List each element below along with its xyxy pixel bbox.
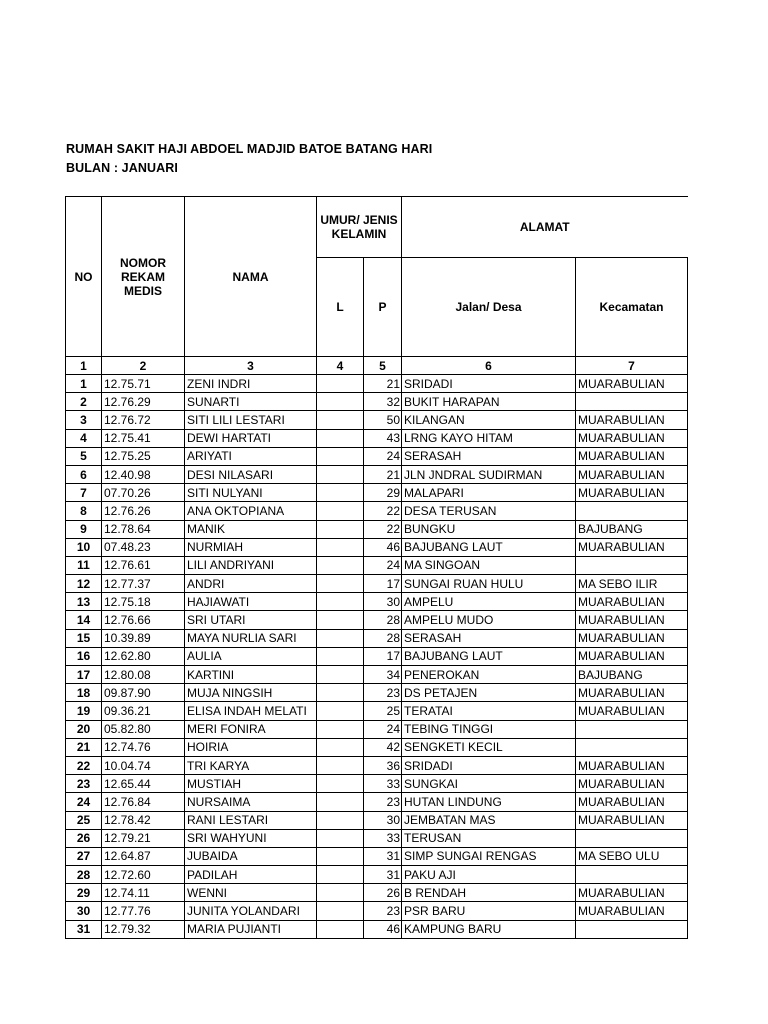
table-row bbox=[66, 866, 688, 884]
umur-l-cell bbox=[317, 684, 364, 702]
umur-l-cell bbox=[317, 429, 364, 447]
umur-l-cell bbox=[317, 775, 364, 793]
row-number: 19 bbox=[66, 702, 102, 720]
kecamatan-cell: MUARABULIAN bbox=[576, 884, 688, 902]
table-row bbox=[66, 884, 688, 902]
nama-cell: JUBAIDA bbox=[185, 847, 317, 865]
table-row bbox=[66, 647, 688, 665]
table-row bbox=[66, 756, 688, 774]
column-number: 4 bbox=[317, 357, 364, 375]
row-number: 2 bbox=[66, 393, 102, 411]
umur-l-cell bbox=[317, 393, 364, 411]
jalan-desa-cell: AMPELU bbox=[402, 593, 576, 611]
row-number: 24 bbox=[66, 793, 102, 811]
kecamatan-cell: MUARABULIAN bbox=[576, 756, 688, 774]
nama-cell: PADILAH bbox=[185, 866, 317, 884]
rekam-medis-cell: 12.79.21 bbox=[102, 829, 185, 847]
jalan-desa-cell: B RENDAH bbox=[402, 884, 576, 902]
rekam-medis-cell: 12.65.44 bbox=[102, 775, 185, 793]
nama-cell: WENNI bbox=[185, 884, 317, 902]
jalan-desa-cell: LRNG KAYO HITAM bbox=[402, 429, 576, 447]
jalan-desa-cell: KILANGAN bbox=[402, 411, 576, 429]
row-number: 4 bbox=[66, 429, 102, 447]
kecamatan-cell: MUARABULIAN bbox=[576, 629, 688, 647]
row-number: 28 bbox=[66, 866, 102, 884]
column-number: 6 bbox=[402, 357, 576, 375]
kecamatan-cell: MUARABULIAN bbox=[576, 447, 688, 465]
umur-p-cell: 33 bbox=[364, 775, 402, 793]
table-row bbox=[66, 575, 688, 593]
column-number: 5 bbox=[364, 357, 402, 375]
jalan-desa-cell: DESA TERUSAN bbox=[402, 502, 576, 520]
kecamatan-cell: MUARABULIAN bbox=[576, 811, 688, 829]
row-number: 22 bbox=[66, 756, 102, 774]
jalan-desa-cell: PAKU AJI bbox=[402, 866, 576, 884]
table-row bbox=[66, 847, 688, 865]
row-number: 21 bbox=[66, 738, 102, 756]
jalan-desa-cell: JLN JNDRAL SUDIRMAN bbox=[402, 465, 576, 483]
table-row bbox=[66, 829, 688, 847]
header-p: P bbox=[364, 258, 402, 357]
kecamatan-cell: MUARABULIAN bbox=[576, 429, 688, 447]
kecamatan-cell: MUARABULIAN bbox=[576, 538, 688, 556]
nama-cell: HAJIAWATI bbox=[185, 593, 317, 611]
rekam-medis-cell: 12.80.08 bbox=[102, 666, 185, 684]
nama-cell: LILI ANDRIYANI bbox=[185, 556, 317, 574]
row-number: 3 bbox=[66, 411, 102, 429]
umur-l-cell bbox=[317, 629, 364, 647]
umur-l-cell bbox=[317, 793, 364, 811]
umur-p-cell: 24 bbox=[364, 720, 402, 738]
umur-p-cell: 21 bbox=[364, 465, 402, 483]
umur-p-cell: 28 bbox=[364, 629, 402, 647]
rekam-medis-cell: 12.76.61 bbox=[102, 556, 185, 574]
umur-p-cell: 33 bbox=[364, 829, 402, 847]
jalan-desa-cell: TERUSAN bbox=[402, 829, 576, 847]
umur-p-cell: 21 bbox=[364, 375, 402, 393]
header-no: NO bbox=[66, 197, 102, 357]
jalan-desa-cell: SIMP SUNGAI RENGAS bbox=[402, 847, 576, 865]
rekam-medis-cell: 10.39.89 bbox=[102, 629, 185, 647]
table-row bbox=[66, 593, 688, 611]
kecamatan-cell: MUARABULIAN bbox=[576, 611, 688, 629]
rekam-medis-cell: 09.36.21 bbox=[102, 702, 185, 720]
umur-l-cell bbox=[317, 811, 364, 829]
table-row bbox=[66, 793, 688, 811]
column-number: 3 bbox=[185, 357, 317, 375]
umur-p-cell: 23 bbox=[364, 793, 402, 811]
kecamatan-cell: MUARABULIAN bbox=[576, 593, 688, 611]
jalan-desa-cell: PSR BARU bbox=[402, 902, 576, 920]
table-row bbox=[66, 465, 688, 483]
column-number: 7 bbox=[576, 357, 688, 375]
rekam-medis-cell: 12.76.66 bbox=[102, 611, 185, 629]
header-rm-line1: NOMOR bbox=[120, 255, 166, 270]
row-number: 14 bbox=[66, 611, 102, 629]
umur-p-cell: 24 bbox=[364, 556, 402, 574]
umur-l-cell bbox=[317, 611, 364, 629]
umur-p-cell: 17 bbox=[364, 647, 402, 665]
header-nama: NAMA bbox=[185, 197, 317, 357]
nama-cell: MARIA PUJIANTI bbox=[185, 920, 317, 938]
table-row bbox=[66, 484, 688, 502]
umur-l-cell bbox=[317, 702, 364, 720]
umur-p-cell: 42 bbox=[364, 738, 402, 756]
umur-l-cell bbox=[317, 647, 364, 665]
nama-cell: SITI LILI LESTARI bbox=[185, 411, 317, 429]
table-row bbox=[66, 556, 688, 574]
table-row bbox=[66, 520, 688, 538]
jalan-desa-cell: TEBING TINGGI bbox=[402, 720, 576, 738]
nama-cell: MUJA NINGSIH bbox=[185, 684, 317, 702]
umur-p-cell: 30 bbox=[364, 811, 402, 829]
nama-cell: SRI WAHYUNI bbox=[185, 829, 317, 847]
row-number: 7 bbox=[66, 484, 102, 502]
jalan-desa-cell: BUNGKU bbox=[402, 520, 576, 538]
umur-l-cell bbox=[317, 465, 364, 483]
umur-l-cell bbox=[317, 829, 364, 847]
jalan-desa-cell: JEMBATAN MAS bbox=[402, 811, 576, 829]
kecamatan-cell bbox=[576, 556, 688, 574]
rekam-medis-cell: 12.77.37 bbox=[102, 575, 185, 593]
table-row bbox=[66, 666, 688, 684]
nama-cell: DESI NILASARI bbox=[185, 465, 317, 483]
row-number: 25 bbox=[66, 811, 102, 829]
header-rekam-medis bbox=[102, 197, 185, 357]
umur-l-cell bbox=[317, 484, 364, 502]
table-row bbox=[66, 920, 688, 938]
nama-cell: NURMIAH bbox=[185, 538, 317, 556]
umur-p-cell: 28 bbox=[364, 611, 402, 629]
nama-cell: MUSTIAH bbox=[185, 775, 317, 793]
jalan-desa-cell: KAMPUNG BARU bbox=[402, 920, 576, 938]
header-alamat: ALAMAT bbox=[402, 197, 688, 258]
jalan-desa-cell: BUKIT HARAPAN bbox=[402, 393, 576, 411]
table-row bbox=[66, 393, 688, 411]
rekam-medis-cell: 12.75.41 bbox=[102, 429, 185, 447]
umur-l-cell bbox=[317, 847, 364, 865]
rekam-medis-cell: 12.40.98 bbox=[102, 465, 185, 483]
umur-l-cell bbox=[317, 884, 364, 902]
umur-l-cell bbox=[317, 866, 364, 884]
rekam-medis-cell: 05.82.80 bbox=[102, 720, 185, 738]
umur-p-cell: 25 bbox=[364, 702, 402, 720]
jalan-desa-cell: SUNGKAI bbox=[402, 775, 576, 793]
rekam-medis-cell: 12.72.60 bbox=[102, 866, 185, 884]
rekam-medis-cell: 12.76.84 bbox=[102, 793, 185, 811]
umur-p-cell: 31 bbox=[364, 866, 402, 884]
kecamatan-cell: MUARABULIAN bbox=[576, 793, 688, 811]
umur-p-cell: 17 bbox=[364, 575, 402, 593]
kecamatan-cell bbox=[576, 738, 688, 756]
umur-p-cell: 29 bbox=[364, 484, 402, 502]
kecamatan-cell: MUARABULIAN bbox=[576, 411, 688, 429]
kecamatan-cell: BAJUBANG bbox=[576, 666, 688, 684]
jalan-desa-cell: DS PETAJEN bbox=[402, 684, 576, 702]
umur-l-cell bbox=[317, 756, 364, 774]
document-subtitle: BULAN : JANUARI bbox=[66, 161, 178, 175]
jalan-desa-cell: SRIDADI bbox=[402, 375, 576, 393]
document-title: RUMAH SAKIT HAJI ABDOEL MADJID BATOE BATANG HARI bbox=[66, 142, 433, 156]
kecamatan-cell bbox=[576, 866, 688, 884]
row-number: 9 bbox=[66, 520, 102, 538]
umur-p-cell: 46 bbox=[364, 538, 402, 556]
table-row bbox=[66, 375, 688, 393]
rekam-medis-cell: 07.70.26 bbox=[102, 484, 185, 502]
row-number: 20 bbox=[66, 720, 102, 738]
rekam-medis-cell: 12.76.29 bbox=[102, 393, 185, 411]
table-row bbox=[66, 429, 688, 447]
row-number: 10 bbox=[66, 538, 102, 556]
rekam-medis-cell: 09.87.90 bbox=[102, 684, 185, 702]
rekam-medis-cell: 12.64.87 bbox=[102, 847, 185, 865]
nama-cell: JUNITA YOLANDARI bbox=[185, 902, 317, 920]
rekam-medis-cell: 12.77.76 bbox=[102, 902, 185, 920]
umur-p-cell: 34 bbox=[364, 666, 402, 684]
table-row bbox=[66, 702, 688, 720]
kecamatan-cell: MUARABULIAN bbox=[576, 484, 688, 502]
umur-l-cell bbox=[317, 720, 364, 738]
jalan-desa-cell: SUNGAI RUAN HULU bbox=[402, 575, 576, 593]
table-row bbox=[66, 720, 688, 738]
header-umur bbox=[317, 197, 402, 258]
table-row bbox=[66, 738, 688, 756]
umur-p-cell: 32 bbox=[364, 393, 402, 411]
kecamatan-cell: MA SEBO ULU bbox=[576, 847, 688, 865]
kecamatan-cell: MUARABULIAN bbox=[576, 702, 688, 720]
nama-cell: MERI FONIRA bbox=[185, 720, 317, 738]
umur-p-cell: 26 bbox=[364, 884, 402, 902]
row-number: 26 bbox=[66, 829, 102, 847]
row-number: 31 bbox=[66, 920, 102, 938]
kecamatan-cell bbox=[576, 829, 688, 847]
row-number: 1 bbox=[66, 375, 102, 393]
table-row bbox=[66, 629, 688, 647]
nama-cell: HOIRIA bbox=[185, 738, 317, 756]
umur-l-cell bbox=[317, 447, 364, 465]
header-kecamatan: Kecamatan bbox=[576, 258, 688, 357]
nama-cell: ELISA INDAH MELATI bbox=[185, 702, 317, 720]
umur-l-cell bbox=[317, 502, 364, 520]
nama-cell: ZENI INDRI bbox=[185, 375, 317, 393]
row-number: 17 bbox=[66, 666, 102, 684]
column-number: 1 bbox=[66, 357, 102, 375]
kecamatan-cell bbox=[576, 502, 688, 520]
row-number: 12 bbox=[66, 575, 102, 593]
jalan-desa-cell: TERATAI bbox=[402, 702, 576, 720]
kecamatan-cell bbox=[576, 393, 688, 411]
header-jalan: Jalan/ Desa bbox=[402, 258, 576, 357]
umur-l-cell bbox=[317, 556, 364, 574]
umur-p-cell: 24 bbox=[364, 447, 402, 465]
table-row bbox=[66, 775, 688, 793]
table-row bbox=[66, 538, 688, 556]
umur-p-cell: 36 bbox=[364, 756, 402, 774]
row-number: 16 bbox=[66, 647, 102, 665]
row-number: 27 bbox=[66, 847, 102, 865]
nama-cell: AULIA bbox=[185, 647, 317, 665]
nama-cell: NURSAIMA bbox=[185, 793, 317, 811]
row-number: 5 bbox=[66, 447, 102, 465]
rekam-medis-cell: 12.74.11 bbox=[102, 884, 185, 902]
row-number: 23 bbox=[66, 775, 102, 793]
jalan-desa-cell: BAJUBANG LAUT bbox=[402, 538, 576, 556]
rekam-medis-cell: 12.75.71 bbox=[102, 375, 185, 393]
rekam-medis-cell: 12.75.25 bbox=[102, 447, 185, 465]
table-row bbox=[66, 611, 688, 629]
kecamatan-cell: MUARABULIAN bbox=[576, 775, 688, 793]
umur-l-cell bbox=[317, 902, 364, 920]
umur-p-cell: 31 bbox=[364, 847, 402, 865]
nama-cell: ANDRI bbox=[185, 575, 317, 593]
jalan-desa-cell: SERASAH bbox=[402, 447, 576, 465]
umur-l-cell bbox=[317, 575, 364, 593]
kecamatan-cell bbox=[576, 720, 688, 738]
nama-cell: ANA OKTOPIANA bbox=[185, 502, 317, 520]
patient-table bbox=[65, 196, 688, 939]
rekam-medis-cell: 12.75.18 bbox=[102, 593, 185, 611]
nama-cell: SRI UTARI bbox=[185, 611, 317, 629]
nama-cell: SUNARTI bbox=[185, 393, 317, 411]
kecamatan-cell: BAJUBANG bbox=[576, 520, 688, 538]
umur-p-cell: 30 bbox=[364, 593, 402, 611]
table-row bbox=[66, 502, 688, 520]
row-number: 11 bbox=[66, 556, 102, 574]
umur-l-cell bbox=[317, 375, 364, 393]
kecamatan-cell: MA SEBO ILIR bbox=[576, 575, 688, 593]
column-number: 2 bbox=[102, 357, 185, 375]
jalan-desa-cell: MA SINGOAN bbox=[402, 556, 576, 574]
nama-cell: TRI KARYA bbox=[185, 756, 317, 774]
row-number: 15 bbox=[66, 629, 102, 647]
jalan-desa-cell: BAJUBANG LAUT bbox=[402, 647, 576, 665]
nama-cell: KARTINI bbox=[185, 666, 317, 684]
row-number: 13 bbox=[66, 593, 102, 611]
jalan-desa-cell: PENEROKAN bbox=[402, 666, 576, 684]
header-l: L bbox=[317, 258, 364, 357]
umur-l-cell bbox=[317, 920, 364, 938]
rekam-medis-cell: 12.74.76 bbox=[102, 738, 185, 756]
umur-p-cell: 50 bbox=[364, 411, 402, 429]
rekam-medis-cell: 07.48.23 bbox=[102, 538, 185, 556]
table-row bbox=[66, 684, 688, 702]
rekam-medis-cell: 12.78.42 bbox=[102, 811, 185, 829]
kecamatan-cell bbox=[576, 920, 688, 938]
umur-p-cell: 43 bbox=[364, 429, 402, 447]
umur-p-cell: 23 bbox=[364, 902, 402, 920]
kecamatan-cell: MUARABULIAN bbox=[576, 465, 688, 483]
umur-l-cell bbox=[317, 738, 364, 756]
header-umur-line1: UMUR/ JENIS bbox=[320, 213, 398, 227]
nama-cell: MAYA NURLIA SARI bbox=[185, 629, 317, 647]
jalan-desa-cell: MALAPARI bbox=[402, 484, 576, 502]
umur-p-cell: 22 bbox=[364, 520, 402, 538]
row-number: 30 bbox=[66, 902, 102, 920]
umur-l-cell bbox=[317, 411, 364, 429]
rekam-medis-cell: 12.76.26 bbox=[102, 502, 185, 520]
umur-p-cell: 23 bbox=[364, 684, 402, 702]
row-number: 18 bbox=[66, 684, 102, 702]
umur-l-cell bbox=[317, 666, 364, 684]
jalan-desa-cell: SENGKETI KECIL bbox=[402, 738, 576, 756]
jalan-desa-cell: AMPELU MUDO bbox=[402, 611, 576, 629]
kecamatan-cell: MUARABULIAN bbox=[576, 684, 688, 702]
row-number: 29 bbox=[66, 884, 102, 902]
umur-p-cell: 22 bbox=[364, 502, 402, 520]
header-rm-line3: MEDIS bbox=[123, 283, 162, 298]
jalan-desa-cell: SERASAH bbox=[402, 629, 576, 647]
rekam-medis-cell: 12.62.80 bbox=[102, 647, 185, 665]
kecamatan-cell: MUARABULIAN bbox=[576, 902, 688, 920]
rekam-medis-cell: 10.04.74 bbox=[102, 756, 185, 774]
header-rm-line2: REKAM bbox=[121, 269, 165, 284]
umur-p-cell: 46 bbox=[364, 920, 402, 938]
jalan-desa-cell: SRIDADI bbox=[402, 756, 576, 774]
row-number: 6 bbox=[66, 465, 102, 483]
kecamatan-cell: MUARABULIAN bbox=[576, 647, 688, 665]
table-row bbox=[66, 447, 688, 465]
row-number: 8 bbox=[66, 502, 102, 520]
table-row bbox=[66, 902, 688, 920]
nama-cell: MANIK bbox=[185, 520, 317, 538]
rekam-medis-cell: 12.76.72 bbox=[102, 411, 185, 429]
nama-cell: RANI LESTARI bbox=[185, 811, 317, 829]
rekam-medis-cell: 12.78.64 bbox=[102, 520, 185, 538]
header-umur-line2: KELAMIN bbox=[331, 227, 387, 241]
nama-cell: DEWI HARTATI bbox=[185, 429, 317, 447]
umur-l-cell bbox=[317, 538, 364, 556]
table-row bbox=[66, 411, 688, 429]
nama-cell: ARIYATI bbox=[185, 447, 317, 465]
table-row bbox=[66, 811, 688, 829]
nama-cell: SITI NULYANI bbox=[185, 484, 317, 502]
rekam-medis-cell: 12.79.32 bbox=[102, 920, 185, 938]
kecamatan-cell: MUARABULIAN bbox=[576, 375, 688, 393]
jalan-desa-cell: HUTAN LINDUNG bbox=[402, 793, 576, 811]
umur-l-cell bbox=[317, 520, 364, 538]
umur-l-cell bbox=[317, 593, 364, 611]
